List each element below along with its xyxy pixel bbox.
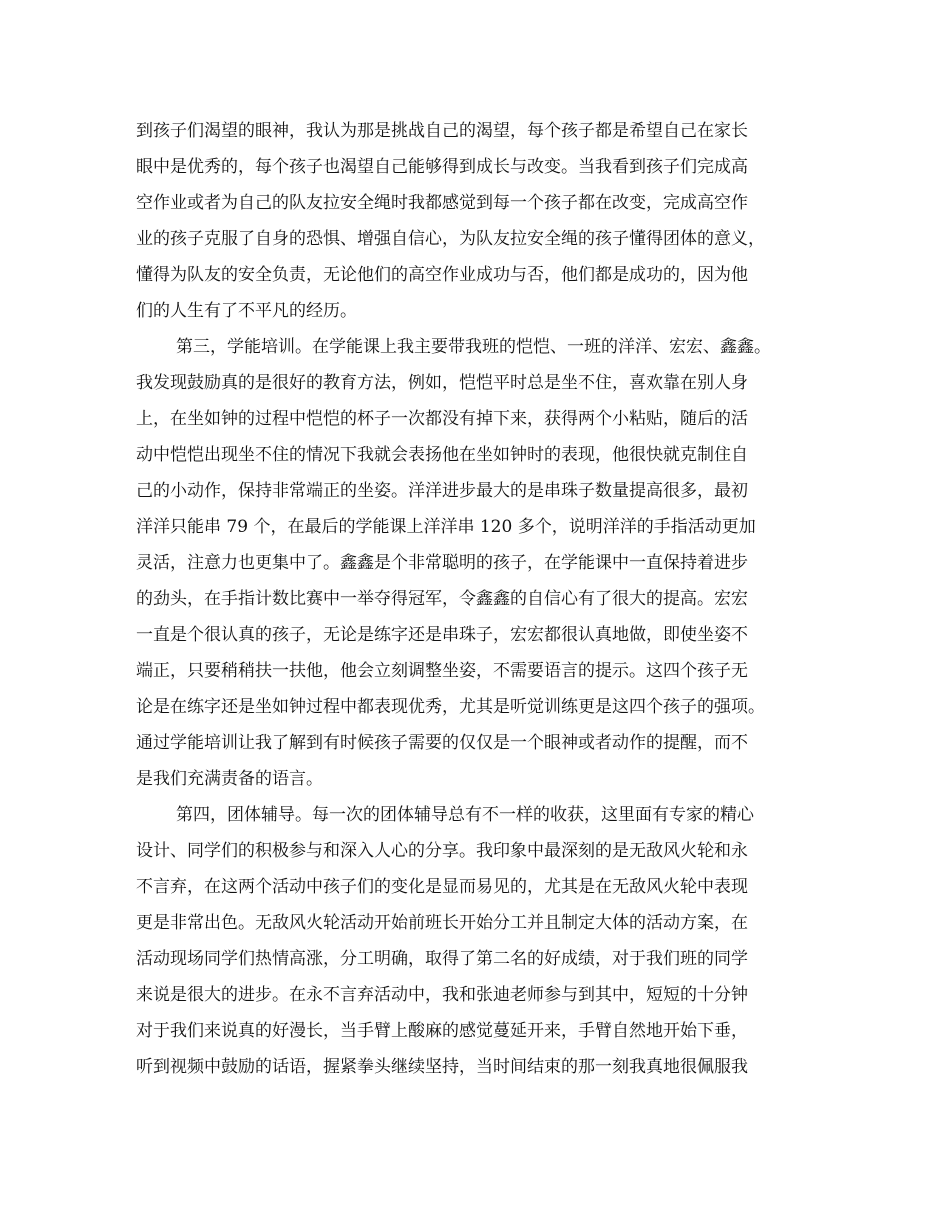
text-line: 们的人生有了不平凡的经历。 [136, 301, 357, 321]
text-line: 空作业或者为自己的队友拉安全绳时我都感觉到每一个孩子都在改变，完成高空作 [136, 193, 748, 213]
text-line: 动中恺恺出现坐不住的情况下我就会表扬他在坐如钟时的表现，他很快就克制住自 [136, 445, 748, 465]
text-line: 更是非常出色。无敌风火轮活动开始前班长开始分工并且制定大体的活动方案，在 [136, 913, 748, 933]
text-line: 上，在坐如钟的过程中恺恺的杯子一次都没有掉下来，获得两个小粘贴，随后的活 [136, 409, 748, 429]
text-line: 懂得为队友的安全负责，无论他们的高空作业成功与否，他们都是成功的，因为他 [136, 265, 748, 285]
text-line: 通过学能培训让我了解到有时候孩子需要的仅仅是一个眼神或者动作的提醒，而不 [136, 733, 748, 753]
text-line: 我发现鼓励真的是很好的教育方法，例如，恺恺平时总是坐不住，喜欢靠在别人身 [136, 373, 748, 393]
document-body [136, 113, 826, 1085]
text-line: 一直是个很认真的孩子，无论是练字还是串珠子，宏宏都很认真地做，即使坐姿不 [136, 625, 748, 645]
paragraph-high-altitude [136, 113, 826, 329]
text-line: 的劲头，在手指计数比赛中一举夺得冠军，令鑫鑫的自信心有了很大的提高。宏宏 [136, 589, 748, 609]
text-line: 己的小动作，保持非常端正的坐姿。洋洋进步最大的是串珠子数量提高很多，最初 [136, 481, 748, 501]
text-line: 洋洋只能串 79 个，在最后的学能课上洋洋串 120 多个，说明洋洋的手指活动更加 [136, 517, 756, 537]
text-line: 来说是很大的进步。在永不言弃活动中，我和张迪老师参与到其中，短短的十分钟 [136, 985, 748, 1005]
text-line: 第三，学能培训。在学能课上我主要带我班的恺恺、一班的洋洋、宏宏、鑫鑫。 [176, 337, 771, 357]
text-line: 端正，只要稍稍扶一扶他，他会立刻调整坐姿，不需要语言的提示。这四个孩子无 [136, 661, 748, 681]
text-line: 设计、同学们的积极参与和深入人心的分享。我印象中最深刻的是无敌风火轮和永 [136, 841, 748, 861]
text-line: 业的孩子克服了自身的恐惧、增强自信心，为队友拉安全绳的孩子懂得团体的意义， [136, 229, 765, 249]
text-line: 听到视频中鼓励的话语，握紧拳头继续坚持，当时间结束的那一刻我真地很佩服我 [136, 1057, 748, 1077]
text-line: 到孩子们渴望的眼神，我认为那是挑战自己的渴望，每个孩子都是希望自己在家长 [136, 121, 748, 141]
text-line: 活动现场同学们热情高涨，分工明确，取得了第二名的好成绩，对于我们班的同学 [136, 949, 748, 969]
text-line: 第四，团体辅导。每一次的团体辅导总有不一样的收获，这里面有专家的精心 [176, 805, 754, 825]
text-line: 论是在练字还是坐如钟过程中都表现优秀，尤其是听觉训练更是这四个孩子的强项。 [136, 697, 765, 717]
text-line: 是我们充满责备的语言。 [136, 769, 323, 789]
text-line: 灵活，注意力也更集中了。鑫鑫是个非常聪明的孩子，在学能课中一直保持着进步 [136, 553, 748, 573]
text-line: 对于我们来说真的好漫长，当手臂上酸麻的感觉蔓延开来，手臂自然地开始下垂， [136, 1021, 748, 1041]
text-line: 眼中是优秀的，每个孩子也渴望自己能够得到成长与改变。当我看到孩子们完成高 [136, 157, 748, 177]
text-line: 不言弃，在这两个活动中孩子们的变化是显而易见的，尤其是在无敌风火轮中表现 [136, 877, 748, 897]
paragraph-group-counseling [136, 797, 826, 1085]
paragraph-learning-training [136, 329, 826, 797]
